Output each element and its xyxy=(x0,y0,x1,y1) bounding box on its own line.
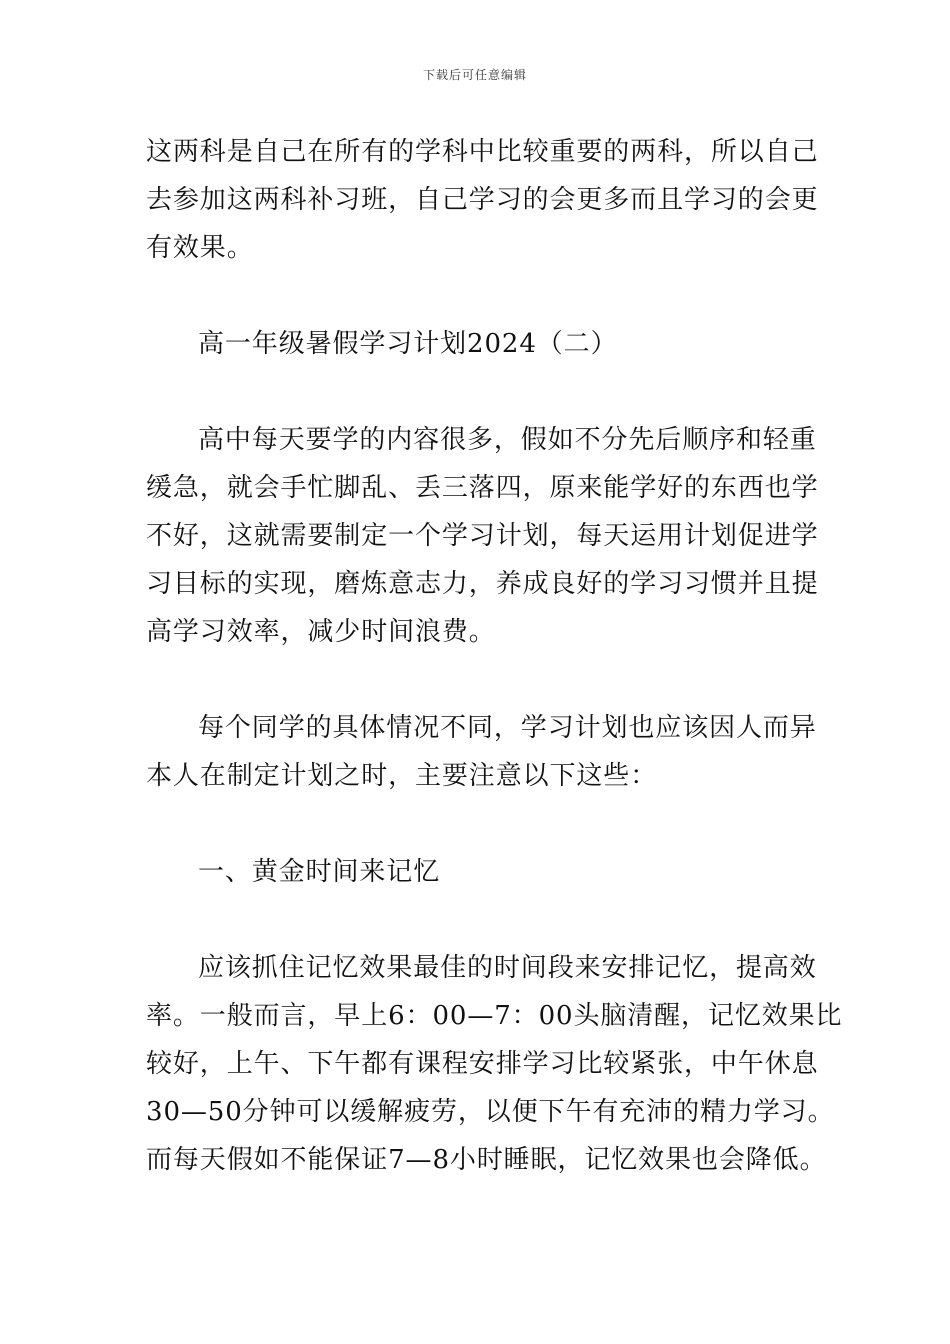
text-line: 较好，上午、下午都有课程安排学习比较紧张，中午休息 xyxy=(146,1049,819,1079)
text-line: 缓急，就会手忙脚乱、丢三落四，原来能学好的东西也学 xyxy=(146,473,819,503)
text-line: 习目标的实现，磨炼意志力，养成良好的学习习惯并且提 xyxy=(146,569,819,599)
text-line: 高中每天要学的内容很多，假如不分先后顺序和轻重 xyxy=(198,425,817,455)
text-line: 率。一般而言，早上6：00—7：00头脑清醒，记忆效果比 xyxy=(146,1001,843,1031)
section-heading xyxy=(146,848,806,896)
text-line: 而每天假如不能保证7—8小时睡眠，记忆效果也会降低。 xyxy=(146,1145,827,1175)
text-line: 不好，这就需要制定一个学习计划，每天运用计划促进学 xyxy=(146,521,819,551)
text-line: 高学习效率，减少时间浪费。 xyxy=(146,617,496,647)
section-heading xyxy=(146,320,806,368)
paragraph xyxy=(146,416,819,656)
text-line: 这两科是自己在所有的学科中比较重要的两科，所以自己 xyxy=(146,137,819,167)
text-line: 高一年级暑假学习计划2024（二） xyxy=(198,329,618,359)
text-line: 应该抓住记忆效果最佳的时间段来安排记忆，提高效 xyxy=(198,953,817,983)
page-header: 下载后可任意编辑 xyxy=(422,68,527,82)
paragraph xyxy=(146,704,817,800)
text-line: 每个同学的具体情况不同，学习计划也应该因人而异 xyxy=(198,713,817,743)
text-line: 30—50分钟可以缓解疲劳，以便下午有充沛的精力学习。 xyxy=(146,1097,835,1127)
paragraph xyxy=(146,944,843,1184)
text-line: 本人在制定计划之时，主要注意以下这些： xyxy=(146,761,658,791)
text-line: 一、黄金时间来记忆 xyxy=(198,857,441,887)
text-line: 有效果。 xyxy=(146,233,254,263)
paragraph xyxy=(146,128,819,272)
text-line: 去参加这两科补习班，自己学习的会更多而且学习的会更 xyxy=(146,185,819,215)
document-body xyxy=(146,128,843,1184)
